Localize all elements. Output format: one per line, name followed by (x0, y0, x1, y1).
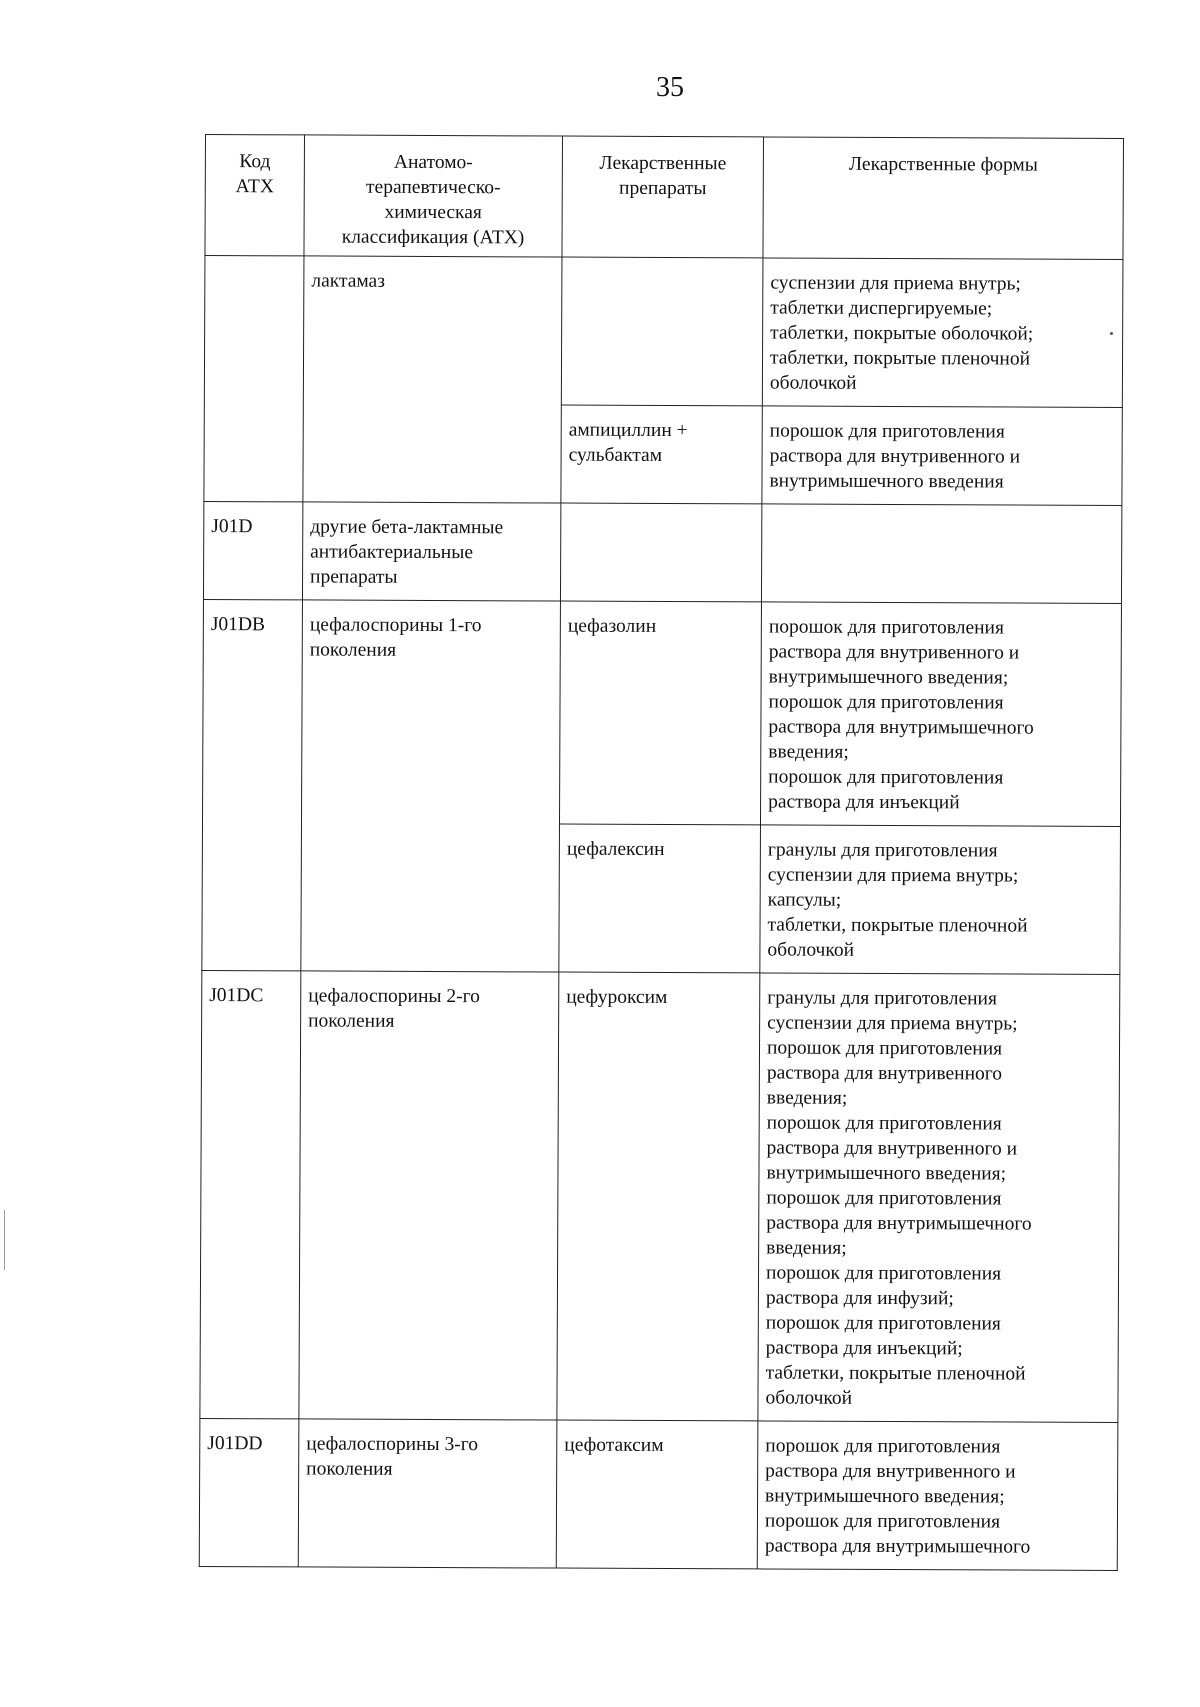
page-number: 35 (656, 72, 684, 103)
atx-class-cell (298, 1419, 557, 1568)
dosage-forms-cell-line: порошок для приготовления (765, 1435, 1001, 1458)
dosage-forms-cell (757, 1421, 1118, 1571)
drug-name-cell-line (568, 516, 754, 517)
atx-class-cell-line: антибактериальные (310, 541, 474, 564)
dosage-forms-cell-line: гранулы для приготовления (767, 839, 998, 862)
dosage-forms-cell (762, 406, 1122, 506)
table-row (204, 256, 1123, 408)
atx-class-cell (302, 502, 560, 601)
header-atx-code (205, 135, 305, 256)
dosage-forms-cell-line: таблетки, покрытые пленочной (765, 1362, 1026, 1385)
header-dosage-forms (763, 137, 1124, 260)
dosage-forms-cell-line: порошок для приготовления (765, 1312, 1001, 1335)
header-atx-classification (304, 135, 563, 257)
atx-class-cell-line: цефалоспорины 1-го (309, 614, 482, 637)
drug-name-cell-line: цефазолин (567, 615, 657, 637)
dosage-forms-cell-line: суспензии для приема внутрь; (767, 864, 1019, 887)
atx-class-cell (301, 600, 561, 972)
dosage-forms-cell-line: порошок для приготовления (766, 1112, 1002, 1135)
atx-class-cell-line: другие бета-лактамные (310, 516, 504, 539)
drug-name-cell-line: цефалексин (566, 838, 665, 861)
dosage-forms-cell-line: раствора для инъекций; (765, 1337, 963, 1360)
header-line: Лекарственные (599, 152, 727, 175)
atx-code-cell: J01DC (200, 970, 301, 1418)
dosage-forms-cell-line: раствора для внутримышечного (764, 1535, 1031, 1558)
dosage-forms-cell (760, 602, 1121, 827)
dosage-forms-cell-line: раствора для внутримышечного (768, 716, 1034, 739)
dosage-forms-cell-line: порошок для приготовления (768, 616, 1005, 639)
atx-class-cell-line: поколения (308, 1010, 395, 1032)
dosage-forms-cell-line: таблетки, покрытые пленочной (767, 914, 1028, 937)
dosage-forms-cell-line: введения; (766, 1087, 848, 1109)
atx-class-cell-line: лактамаз (311, 270, 385, 292)
scan-edge-mark (4, 1210, 5, 1270)
atx-class-cell-line: цефалоспорины 2-го (308, 985, 480, 1008)
dosage-forms-cell-line: порошок для приготовления (769, 420, 1005, 443)
header-drugs (562, 136, 764, 258)
atx-table (199, 134, 1124, 1571)
dosage-forms-cell-line: раствора для инфузий; (765, 1287, 954, 1310)
dosage-forms-cell-line: порошок для приготовления (764, 1510, 1001, 1533)
drug-name-cell (561, 257, 763, 406)
dosage-forms-cell-line: порошок для приготовления (766, 1037, 1003, 1060)
atx-class-cell (303, 256, 562, 503)
atx-code-cell: J01DD (199, 1418, 299, 1566)
dosage-forms-cell-line: раствора для внутривенного и (765, 1460, 1016, 1483)
header-line: Лекарственные формы (848, 153, 1038, 176)
drug-name-cell (557, 972, 760, 1421)
atx-class-cell (299, 971, 559, 1420)
drug-name-cell-line (569, 270, 755, 271)
table-row (203, 501, 1121, 603)
dosage-forms-cell-line: раствора для внутривенного (766, 1062, 1003, 1085)
table-header-row (205, 135, 1124, 260)
dosage-forms-cell-line: раствора для инъекций (768, 791, 960, 814)
dosage-forms-cell-line: раствора для внутривенного и (768, 641, 1020, 664)
dosage-forms-cell (761, 504, 1121, 604)
drug-name-cell (556, 1420, 758, 1569)
dosage-forms-cell (758, 973, 1120, 1423)
dosage-forms-cell-line (769, 516, 1114, 518)
dosage-forms-cell-line: капсулы; (767, 889, 842, 911)
drug-name-cell (560, 503, 761, 602)
atx-class-cell-line: препараты (310, 566, 398, 588)
dosage-forms-cell (762, 258, 1123, 408)
dosage-forms-cell-line: введения; (766, 1237, 847, 1259)
atx-class-cell-line: цефалоспорины 3-го (306, 1433, 479, 1456)
dosage-forms-cell-line: оболочкой (767, 939, 855, 961)
drug-name-cell-line: цефуроксим (566, 986, 668, 1009)
dosage-forms-cell-line: порошок для приготовления (768, 691, 1004, 714)
atx-code-cell (204, 256, 304, 502)
dosage-forms-cell-line: суспензии для приема внутрь; (770, 272, 1021, 295)
dosage-forms-cell-line: введения; (768, 741, 849, 763)
scan-dot (1110, 332, 1113, 335)
header-line: Анатомо- (393, 151, 473, 174)
table-row (202, 599, 1121, 826)
atx-code-cell: J01D (203, 501, 302, 599)
dosage-forms-cell-line: раствора для внутривенного и (766, 1137, 1018, 1160)
table-row (199, 1418, 1118, 1570)
header-line: химическая (384, 201, 482, 224)
dosage-forms-cell-line: таблетки, покрытые оболочкой; (770, 322, 1034, 345)
header-line: Код (239, 151, 271, 173)
drug-name-cell (561, 405, 762, 504)
table-row (200, 970, 1120, 1422)
dosage-forms-cell (760, 825, 1121, 975)
header-line: препараты (618, 177, 707, 200)
dosage-forms-cell-line: таблетки, покрытые пленочной (769, 347, 1031, 370)
dosage-forms-cell-line: внутримышечного введения; (765, 1485, 1005, 1508)
dosage-forms-cell-line: оболочкой (765, 1387, 853, 1409)
dosage-forms-cell-line: гранулы для приготовления (767, 987, 998, 1010)
dosage-forms-cell-line: порошок для приготовления (768, 766, 1004, 789)
dosage-forms-cell-line: порошок для приготовления (765, 1262, 1002, 1285)
atx-code-cell: J01DB (202, 599, 303, 970)
dosage-forms-cell-line: внутримышечного введения; (766, 1162, 1007, 1185)
drug-name-cell-line: цефотаксим (564, 1434, 664, 1457)
dosage-forms-cell-line: внутримышечного введения (769, 470, 1004, 493)
dosage-forms-cell-line: порошок для приготовления (766, 1187, 1002, 1210)
header-line: классификация (АТХ) (341, 226, 525, 249)
table-body (199, 256, 1123, 1571)
atx-class-cell-line: поколения (309, 639, 397, 661)
atx-class-cell-line: поколения (306, 1458, 393, 1480)
drug-name-cell-line: сульбактам (568, 444, 663, 466)
drug-name-cell (559, 824, 761, 973)
drug-name-cell-line: ампициллин + (568, 419, 688, 442)
dosage-forms-cell-line: раствора для внутримышечного (766, 1212, 1032, 1235)
dosage-forms-cell-line: таблетки диспергируемые; (770, 297, 993, 320)
dosage-forms-cell-line: оболочкой (769, 372, 857, 394)
dosage-forms-cell-line: внутримышечного введения; (768, 666, 1009, 689)
header-line: АТХ (235, 176, 275, 198)
drug-name-cell (559, 601, 761, 825)
dosage-forms-cell-line: суспензии для приема внутрь; (767, 1012, 1018, 1035)
header-line: терапевтическо- (366, 176, 501, 199)
dosage-forms-cell-line: раствора для внутривенного и (769, 445, 1021, 468)
